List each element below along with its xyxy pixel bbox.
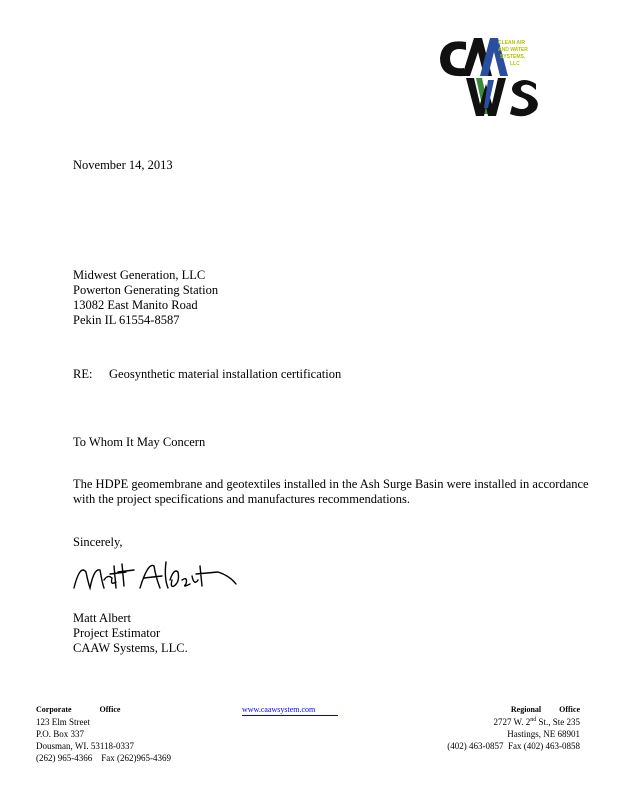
recipient-name: Midwest Generation, LLC	[73, 268, 206, 282]
re-line	[73, 367, 341, 382]
regional-label: Regional	[510, 705, 542, 714]
corporate-phone: (262) 965-4366	[36, 753, 93, 763]
corporate-fax: Fax (262)965-4369	[101, 753, 171, 763]
regional-street-rest: St., Ste 235	[536, 717, 580, 727]
caaws-logo	[436, 34, 546, 118]
signer-company: CAAW Systems, LLC.	[73, 641, 188, 655]
logo-tagline-1: CLEAN AIR	[498, 40, 526, 46]
corporate-street: 123 Elm Street	[36, 717, 90, 727]
signer-block	[73, 611, 188, 656]
regional-city: Hastings, NE 68901	[507, 729, 580, 739]
corporate-label: Corporate	[36, 705, 72, 714]
website-link[interactable]: www.caawsystem.com	[242, 704, 338, 716]
recipient-station: Powerton Generating Station	[73, 283, 219, 297]
recipient-street: 13082 East Manito Road	[73, 298, 198, 312]
signer-title: Project Estimator	[73, 626, 161, 640]
logo-c-shape	[440, 41, 466, 76]
recipient-address	[73, 268, 218, 328]
regional-phone-line	[447, 740, 580, 752]
regional-street-suffix: nd	[530, 717, 537, 723]
corporate-city: Dousman, WI. 53118-0337	[36, 741, 134, 751]
logo-tagline-2: AND WATER	[498, 47, 528, 53]
handwritten-signature	[70, 558, 240, 600]
re-subject: Geosynthetic material installation certification	[109, 367, 342, 381]
regional-fax: Fax (402) 463-0858	[508, 741, 580, 751]
regional-heading	[447, 704, 580, 716]
body-paragraph: The HDPE geomembrane and geotextiles installed in the Ash Surge Basin were installed in accordance with the project specifications and manufactures recommendations.	[73, 477, 589, 506]
salutation: To Whom It May Concern	[73, 435, 206, 449]
corporate-phone-line	[36, 752, 171, 764]
footer-corporate-office	[36, 704, 171, 764]
logo-tagline-4: LLC	[510, 61, 520, 67]
letter-date: November 14, 2013	[73, 158, 173, 172]
signer-name: Matt Albert	[73, 611, 131, 625]
corporate-po-box: P.O. Box 337	[36, 729, 85, 739]
corporate-heading	[36, 704, 171, 716]
office-label: Office	[559, 705, 580, 714]
regional-street-number: 2727 W. 2	[493, 717, 531, 727]
footer-regional-office	[447, 704, 580, 752]
logo-tagline-3: SYSTEMS,	[500, 54, 526, 60]
regional-phone: (402) 463-0857	[447, 741, 504, 751]
recipient-city: Pekin IL 61554-8587	[73, 313, 180, 327]
logo-s-shape	[510, 80, 538, 116]
re-label: RE:	[73, 367, 93, 381]
closing: Sincerely,	[73, 535, 123, 549]
regional-street	[447, 716, 580, 728]
office-label: Office	[99, 705, 121, 714]
